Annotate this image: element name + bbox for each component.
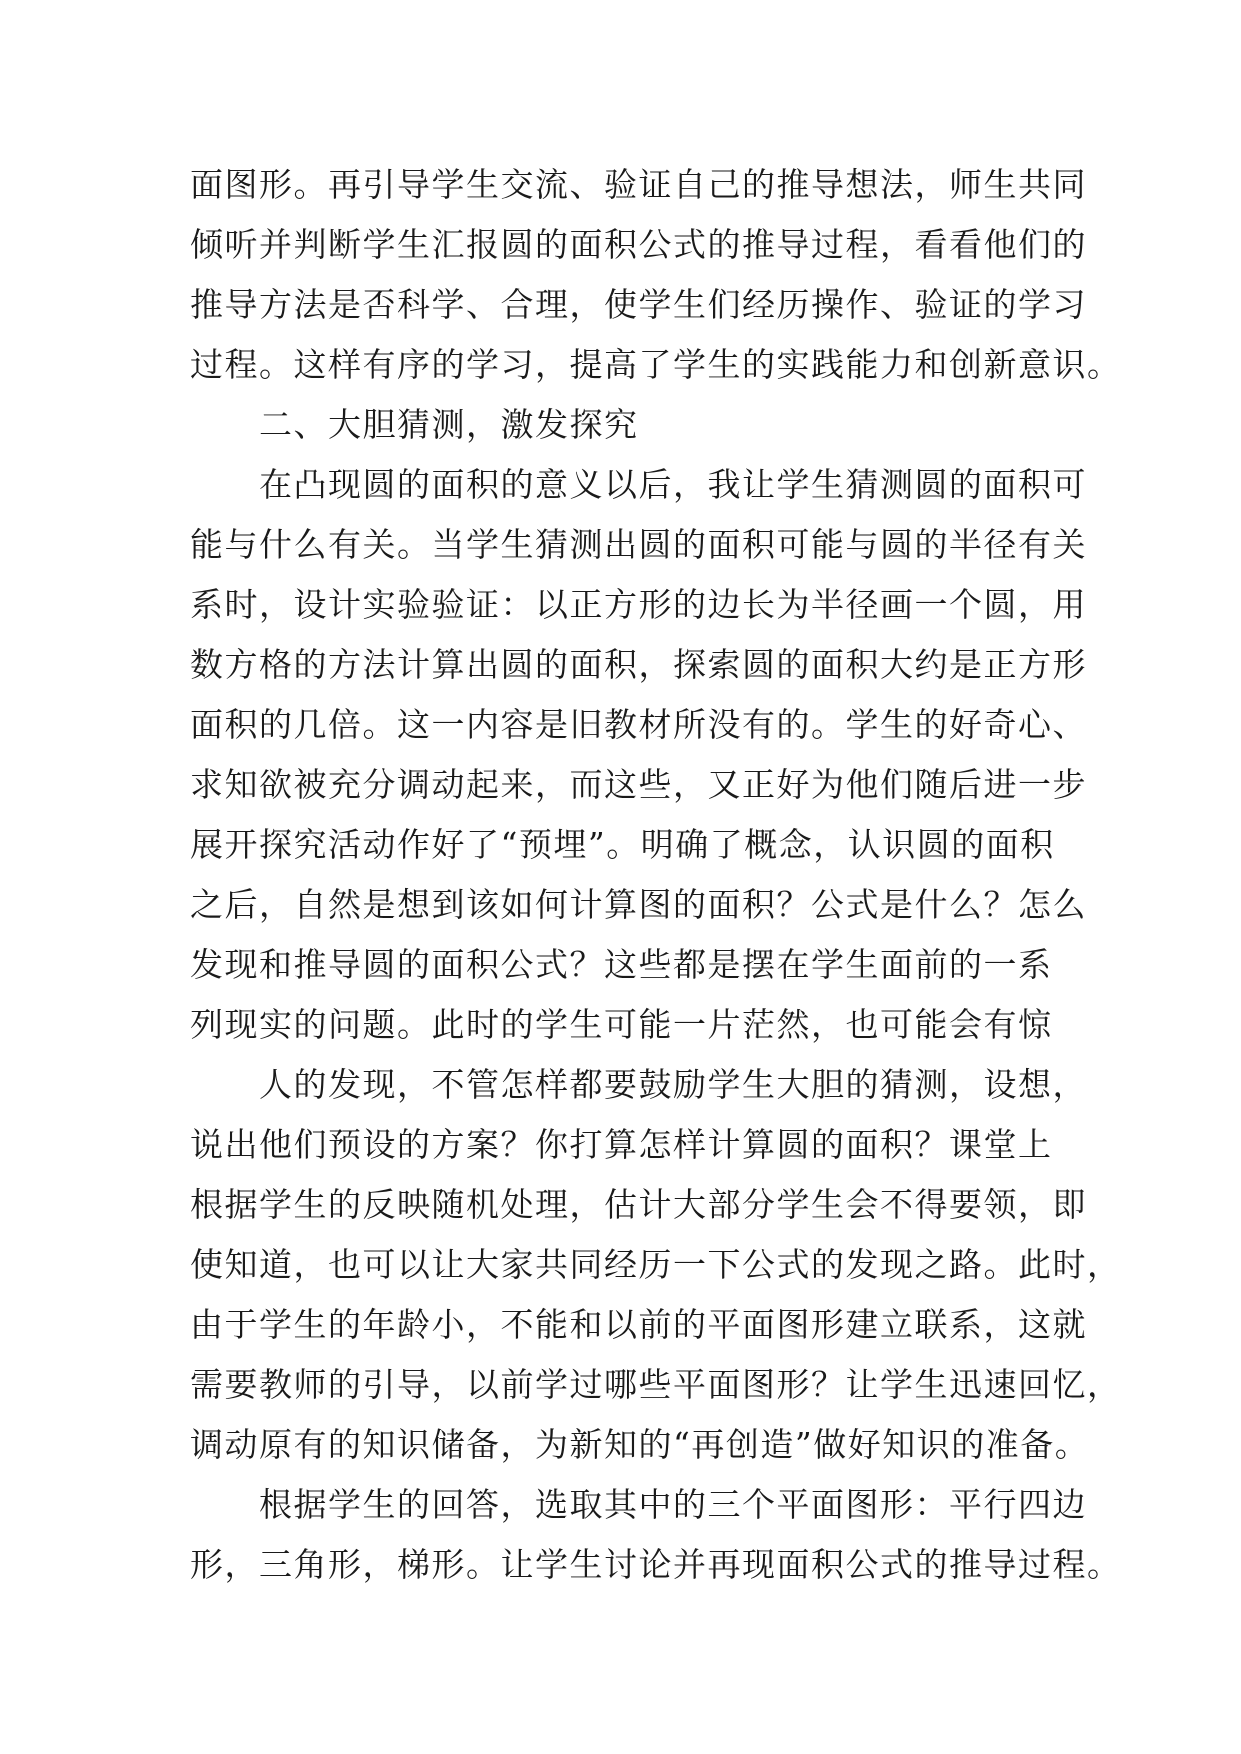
text-line: 数方格的方法计算出圆的面积，探索圆的面积大约是正方形 [190,645,1087,684]
text-line: 倾听并判断学生汇报圆的面积公式的推导过程，看看他们的 [190,225,1087,264]
text-line: 根据学生的回答，选取其中的三个平面图形：平行四边 [190,1485,1087,1524]
text-line: 根据学生的反映随机处理，估计大部分学生会不得要领，即 [190,1185,1087,1224]
text-line: 面图形。再引导学生交流、验证自己的推导想法，师生共同 [190,165,1087,204]
text-line: 人的发现，不管怎样都要鼓励学生大胆的猜测，设想， [190,1065,1087,1104]
text-line: 之后，自然是想到该如何计算图的面积？公式是什么？怎么 [190,885,1087,924]
text-line: 调动原有的知识储备，为新知的“再创造”做好知识的准备。 [190,1425,1090,1464]
text-line: 需要教师的引导，以前学过哪些平面图形？让学生迅速回忆， [190,1365,1122,1404]
text-line: 由于学生的年龄小，不能和以前的平面图形建立联系，这就 [190,1305,1087,1344]
text-line: 能与什么有关。当学生猜测出圆的面积可能与圆的半径有关 [190,525,1087,564]
text-line: 形，三角形，梯形。让学生讨论并再现面积公式的推导过程。 [190,1545,1122,1584]
text-line: 系时，设计实验验证：以正方形的边长为半径画一个圆，用 [190,585,1087,624]
text-line: 过程。这样有序的学习，提高了学生的实践能力和创新意识。 [190,345,1122,384]
section-heading: 二、大胆猜测，激发探究 [190,405,639,444]
text-line: 面积的几倍。这一内容是旧教材所没有的。学生的好奇心、 [190,705,1087,744]
text-line: 推导方法是否科学、合理，使学生们经历操作、验证的学习 [190,285,1087,324]
text-line: 展开探究活动作好了“预埋”。明确了概念，认识圆的面积 [190,825,1055,864]
text-line: 求知欲被充分调动起来，而这些，又正好为他们随后进一步 [190,765,1087,804]
text-line: 使知道，也可以让大家共同经历一下公式的发现之路。此时， [190,1245,1122,1284]
text-line: 在凸现圆的面积的意义以后，我让学生猜测圆的面积可 [190,465,1087,504]
text-line: 说出他们预设的方案？你打算怎样计算圆的面积？课堂上 [190,1125,1053,1164]
text-line: 发现和推导圆的面积公式？这些都是摆在学生面前的一系 [190,945,1053,984]
body-text [190,155,1122,1595]
text-line: 列现实的问题。此时的学生可能一片茫然，也可能会有惊 [190,1005,1053,1044]
